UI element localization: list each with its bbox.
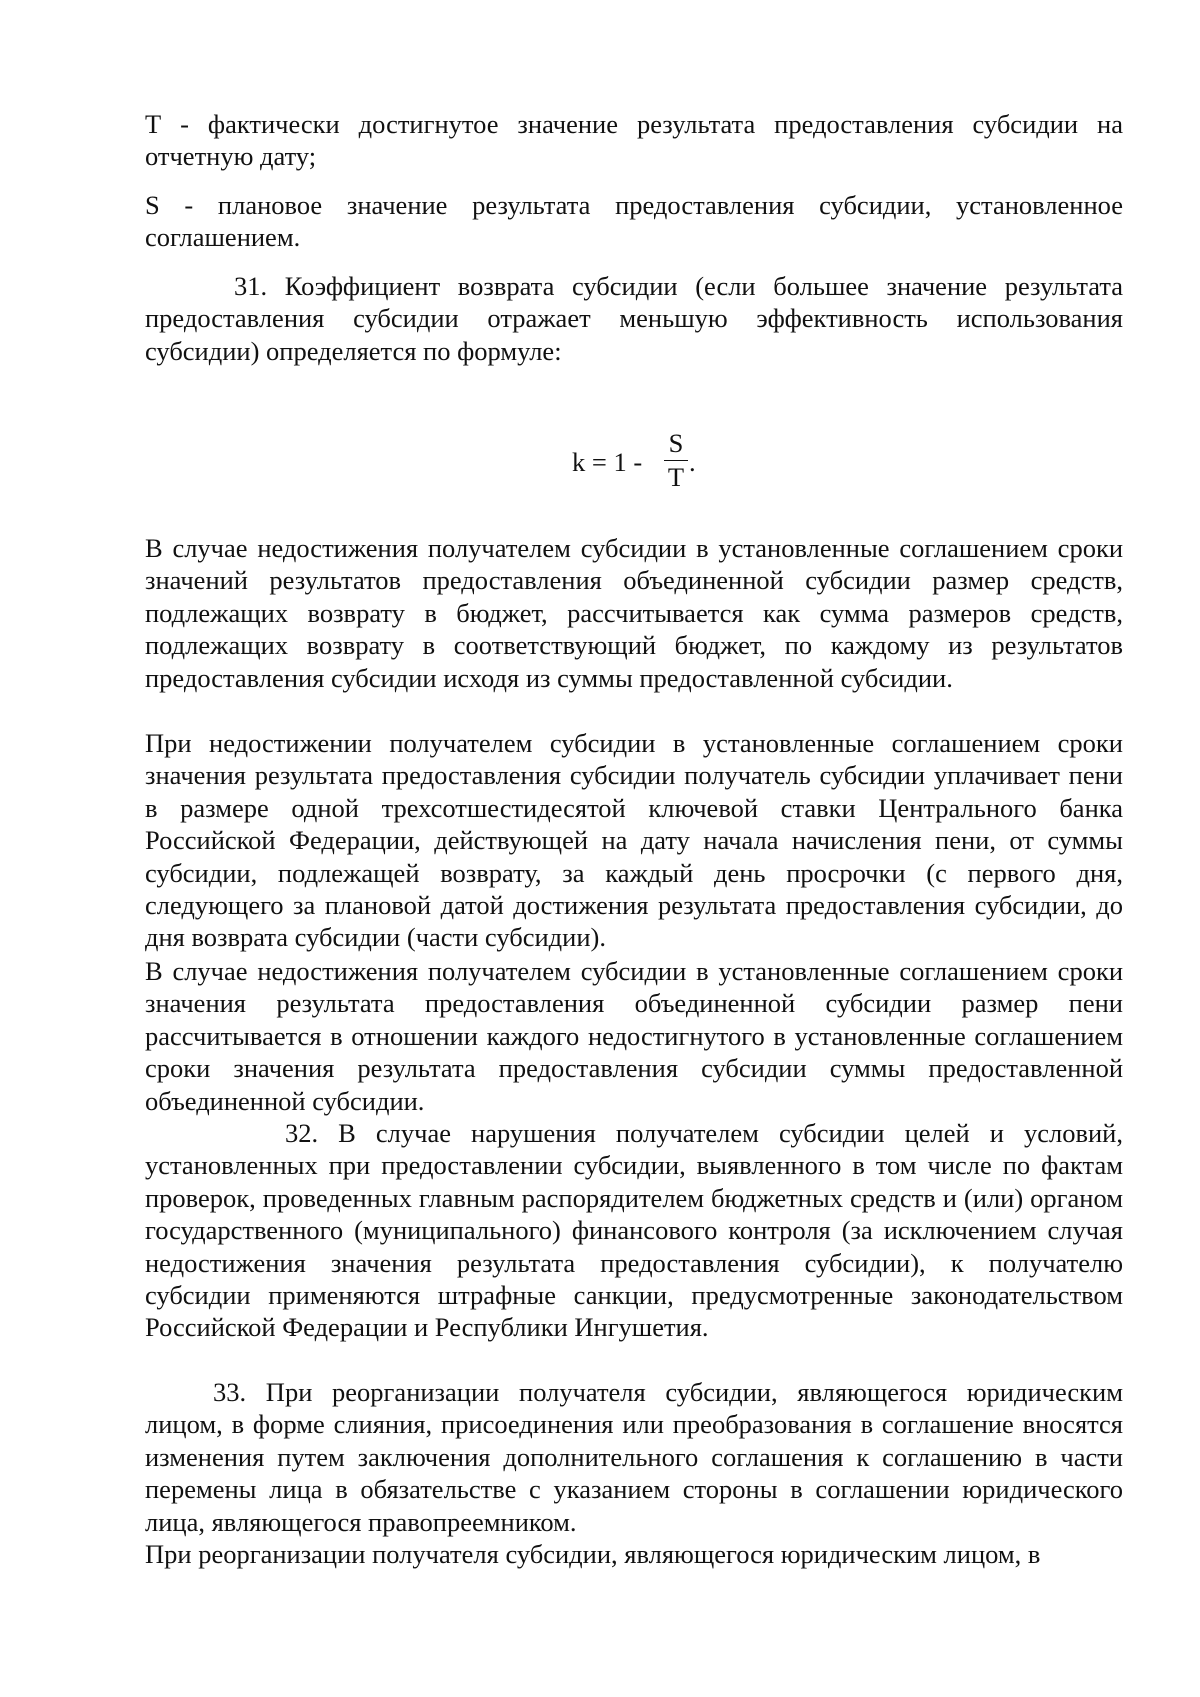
paragraph-clause-32: 32. В случае нарушения получателем субсидии целей и условий, установленных при предоставлении субсидии, выявленного в том числе по фактам проверок, проведенных главным распорядителем бюджетных средств и (или) органом государственного (муниципального) финансового контроля (за исключением случая недостижения значения результата предоставления субсидии), к получателю субсидии применяются штрафные санкции, предусмотренные законодательством Российской Федерации и Республики Ингушетия. (145, 1118, 1123, 1343)
paragraph-definition-t: Т - фактически достигнутое значение результата предоставления субсидии на отчетную дату; (145, 109, 1123, 172)
paragraph-combined-subsidy-penalty: В случае недостижения получателем субсидии в установленные соглашением сроки значения результата предоставления объединенной субсидии размер пени рассчитывается в отношении каждого недостигнутого в установленные соглашением сроки значения результата предоставления субсидии суммы предоставленной объединенной субсидии. (145, 956, 1123, 1116)
paragraph-clause-33: 33. При реорганизации получателя субсидии, являющегося юридическим лицом, в форме слияния, присоединения или преобразования в соглашение вносятся изменения путем заключения дополнительного соглашения к соглашению в части перемены лица в обязательстве с указанием стороны в соглашении юридического лица, являющегося правопреемником. (145, 1377, 1123, 1537)
paragraph-clause-31: 31. Коэффициент возврата субсидии (если большее значение результата предоставления субсидии отражает меньшую эффективность использования субсидии) определяется по формуле: (145, 271, 1123, 366)
formula-lhs: k = 1 - (572, 447, 643, 477)
paragraph-reorganization-continued: При реорганизации получателя субсидии, являющегося юридическим лицом, в (145, 1539, 1041, 1569)
formula-trailing-dot: . (689, 447, 696, 477)
paragraph-definition-s: S - плановое значение результата предоставления субсидии, установленное соглашением. (145, 190, 1123, 253)
paragraph-penalty: При недостижении получателем субсидии в установленные соглашением сроки значения результата предоставления субсидии получатель субсидии уплачивает пени в размере одной трехсотшестидесятой ключевой ставки Центрального банка Российской Федерации, действующей на дату начала начисления пени, от суммы субсидии, подлежащей возврату, за каждый день просрочки (с первого дня, следующего за плановой датой достижения результата предоставления субсидии, до дня возврата субсидии (части субсидии). (145, 728, 1123, 953)
formula-numerator: S (668, 428, 684, 458)
formula-denominator: T (667, 462, 685, 492)
paragraph-combined-subsidy-return: В случае недостижения получателем субсидии в установленные соглашением сроки значений результатов предоставления объединенной субсидии размер средств, подлежащих возврату в бюджет, рассчитывается как сумма размеров средств, подлежащих возврату в соответствующий бюджет, по каждому из результатов предоставления субсидии исходя из суммы предоставленной субсидии. (145, 533, 1123, 693)
fraction-bar (664, 460, 688, 461)
formula-fraction (664, 428, 688, 492)
